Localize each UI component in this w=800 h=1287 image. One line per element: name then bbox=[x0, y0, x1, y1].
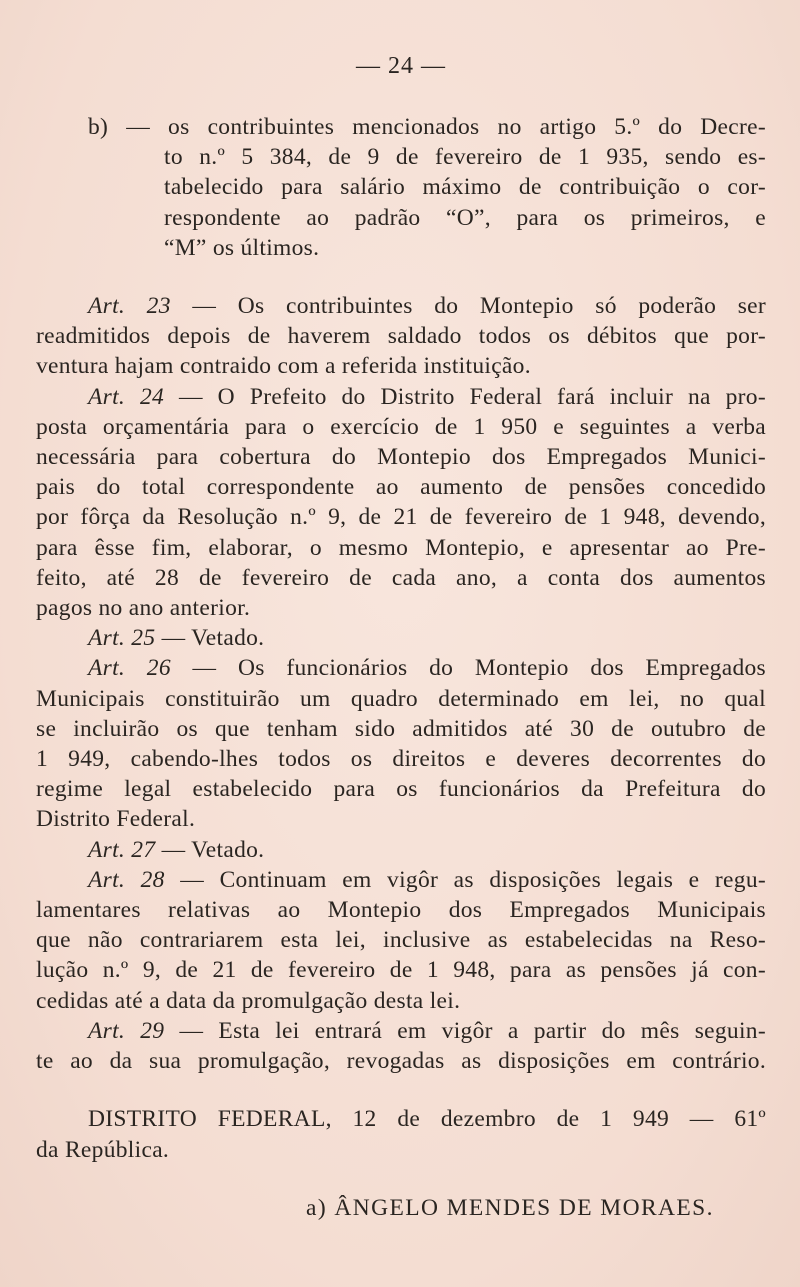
article-text: — Vetado. bbox=[155, 836, 265, 863]
article-line: que não contrariarem esta lei, inclusive as estabelecidas na Reso- bbox=[36, 927, 766, 954]
article-23 bbox=[36, 291, 766, 382]
article-label: Art. 24 bbox=[88, 383, 165, 410]
article-24 bbox=[36, 382, 766, 624]
article-text: — Vetado. bbox=[155, 625, 265, 652]
article-line: regime legal estabelecido para os funcionários da Prefeitura do bbox=[36, 776, 766, 803]
article-line: lamentares relativas ao Montepio dos Empregados Municipais bbox=[36, 897, 766, 924]
article-29 bbox=[36, 1016, 766, 1076]
page-number: — 24 — bbox=[356, 53, 446, 79]
article-label: Art. 25 bbox=[88, 625, 156, 652]
article-line: necessária para cobertura do Montepio dos Empregados Munici- bbox=[36, 444, 766, 471]
article-text: — Os funcionários do Montepio dos Empregados bbox=[170, 655, 766, 682]
closing-line: da República. bbox=[36, 1136, 170, 1163]
closing-paragraph bbox=[36, 1104, 766, 1164]
article-line: pais do total correspondente ao aumento de pensões concedido bbox=[36, 474, 766, 501]
item-b-line: b) — os contribuintes mencionados no artigo 5.º do Decre- bbox=[88, 114, 766, 140]
item-b-line: to n.º 5 384, de 9 de fevereiro de 1 935, sendo es- bbox=[164, 144, 766, 171]
article-line: lução n.º 9, de 21 de fevereiro de 1 948, para as pensões já con- bbox=[36, 957, 766, 984]
article-line: Distrito Federal. bbox=[36, 806, 196, 833]
article-first-line bbox=[36, 653, 766, 683]
article-line: feito, até 28 de fevereiro de cada ano, a conta dos aumentos bbox=[36, 564, 766, 591]
article-line: para êsse fim, elaborar, o mesmo Montepio, e apresentar ao Pre- bbox=[36, 534, 766, 561]
article-text: — Esta lei entrará em vigôr a partir do mês seguin- bbox=[164, 1017, 766, 1044]
article-first-line bbox=[36, 382, 766, 412]
item-b-paragraph bbox=[36, 112, 766, 263]
article-line: 1 949, cabendo-lhes todos os direitos e deveres decorrentes do bbox=[36, 746, 766, 773]
article-line: Municipais constituirão um quadro determinado em lei, no qual bbox=[36, 685, 766, 712]
item-b-line: tabelecido para salário máximo de contribuição o cor- bbox=[164, 174, 766, 201]
article-label: Art. 23 bbox=[88, 293, 171, 320]
article-first-line bbox=[36, 835, 766, 865]
article-label: Art. 28 bbox=[88, 866, 165, 893]
article-26 bbox=[36, 653, 766, 834]
article-line: por fôrça da Resolução n.º 9, de 21 de fevereiro de 1 948, devendo, bbox=[36, 504, 766, 531]
article-label: Art. 27 bbox=[88, 836, 156, 863]
article-line: pagos no ano anterior. bbox=[36, 595, 251, 622]
article-text: — Os contribuintes do Montepio só poderão ser bbox=[170, 293, 766, 320]
closing-line: DISTRITO FEDERAL, 12 de dezembro de 1 949 — 61º bbox=[88, 1106, 766, 1133]
article-line: se incluirão os que tenham sido admitidos até 30 de outubro de bbox=[36, 715, 766, 742]
item-b-line: respondente ao padrão “O”, para os primeiros, e bbox=[164, 204, 766, 231]
article-label: Art. 26 bbox=[88, 655, 171, 682]
article-line: ventura hajam contraido com a referida instituição. bbox=[36, 353, 531, 380]
article-first-line bbox=[36, 291, 766, 321]
article-28 bbox=[36, 865, 766, 1016]
article-first-line bbox=[36, 865, 766, 895]
signature: a) ÂNGELO MENDES DE MORAES. bbox=[306, 1194, 714, 1221]
article-line: te ao da sua promulgação, revogadas as disposições em contrário. bbox=[36, 1048, 766, 1075]
item-b-line: “M” os últimos. bbox=[164, 234, 320, 261]
article-line: cedidas até a data da promulgação desta lei. bbox=[36, 987, 461, 1014]
article-line: posta orçamentária para o exercício de 1 950 e seguintes a verba bbox=[36, 413, 766, 440]
article-text: — Continuam em vigôr as disposições legais e regu- bbox=[164, 866, 767, 893]
article-25 bbox=[36, 623, 766, 653]
article-27 bbox=[36, 835, 766, 865]
article-first-line bbox=[36, 623, 766, 653]
article-line: readmitidos depois de haverem saldado todos os débitos que por- bbox=[36, 323, 766, 350]
article-label: Art. 29 bbox=[88, 1017, 165, 1044]
article-text: — O Prefeito do Distrito Federal fará incluir na pro- bbox=[164, 383, 766, 410]
article-first-line bbox=[36, 1016, 766, 1046]
